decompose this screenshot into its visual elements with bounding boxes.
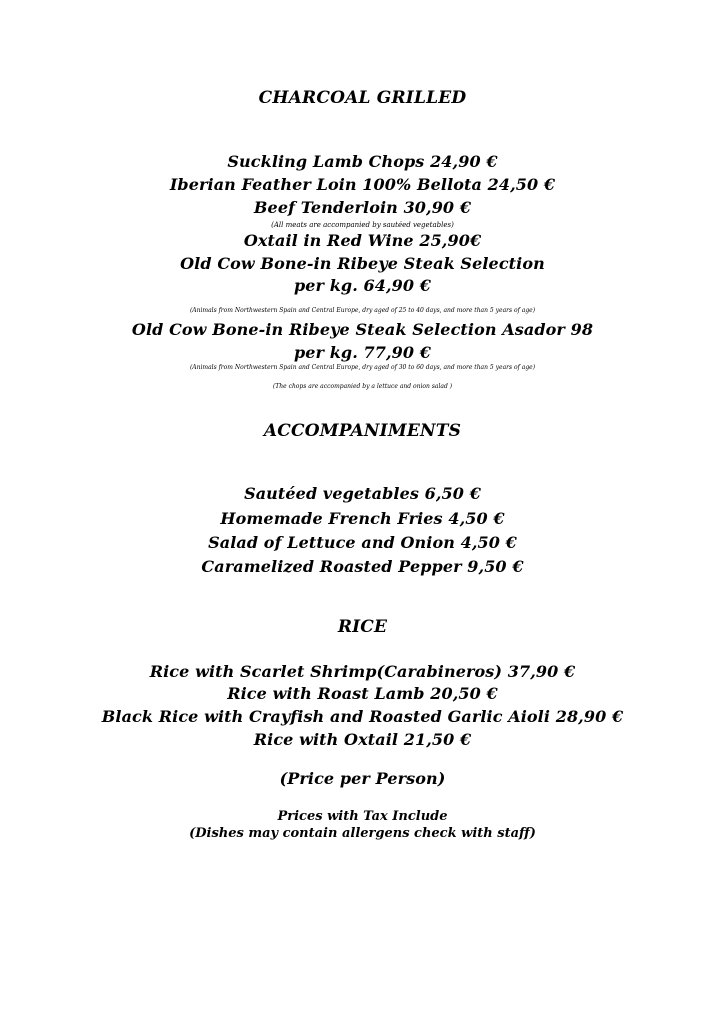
section-heading-accompaniments: ACCOMPANIMENTS [263,421,462,441]
menu-item-beef-tenderloin: Beef Tenderloin 30,90 € [253,198,472,217]
menu-item-ribeye-asador-98-price: per kg. 77,90 € [293,343,432,362]
footer-allergens-notice: (Dishes may contain allergens check with staff) [189,826,536,841]
section-heading-charcoal-grilled: CHARCOAL GRILLED [258,88,467,108]
note-asador-origin: (Animals from Northwestern Spain and Central Europe, dry aged of 30 to 60 days, and more than 5 years of age) [189,364,536,371]
menu-item-ribeye-selection-price: per kg. 64,90 € [293,276,432,295]
note-price-per-person: (Price per Person) [279,769,446,788]
menu-item-ribeye-selection: Old Cow Bone-in Ribeye Steak Selection [180,254,545,273]
menu-item-ribeye-asador-98: Old Cow Bone-in Ribeye Steak Selection Asador 98 [131,320,594,339]
menu-item-black-rice-crayfish: Black Rice with Crayfish and Roasted Garlic Aioli 28,90 € [101,707,624,726]
section-heading-rice: RICE [337,617,388,637]
menu-item-oxtail-red-wine: Oxtail in Red Wine 25,90€ [243,231,482,250]
note-ribeye-origin: (Animals from Northwestern Spain and Central Europe, dry aged of 25 to 40 days, and more than 5 years of age) [189,307,536,314]
footer-tax-included: Prices with Tax Include [277,809,448,824]
menu-item-iberian-feather-loin: Iberian Feather Loin 100% Bellota 24,50 € [169,175,556,194]
menu-item-suckling-lamb-chops: Suckling Lamb Chops 24,90 € [227,152,498,171]
menu-item-rice-scarlet-shrimp: Rice with Scarlet Shrimp(Carabineros) 37,90 € [149,662,576,681]
menu-item-french-fries: Homemade French Fries 4,50 € [220,509,505,528]
note-meats-accompaniment: (All meats are accompanied by sautéed vegetables) [271,221,454,229]
menu-item-rice-oxtail: Rice with Oxtail 21,50 € [253,730,472,749]
menu-item-caramelized-pepper: Caramelized Roasted Pepper 9,50 € [201,557,524,576]
menu-item-sauteed-vegetables: Sautéed vegetables 6,50 € [244,484,481,503]
note-chops-salad: (The chops are accompanied by a lettuce and onion salad ) [272,383,453,390]
menu-item-lettuce-onion-salad: Salad of Lettuce and Onion 4,50 € [208,533,517,552]
menu-item-rice-roast-lamb: Rice with Roast Lamb 20,50 € [227,684,498,703]
